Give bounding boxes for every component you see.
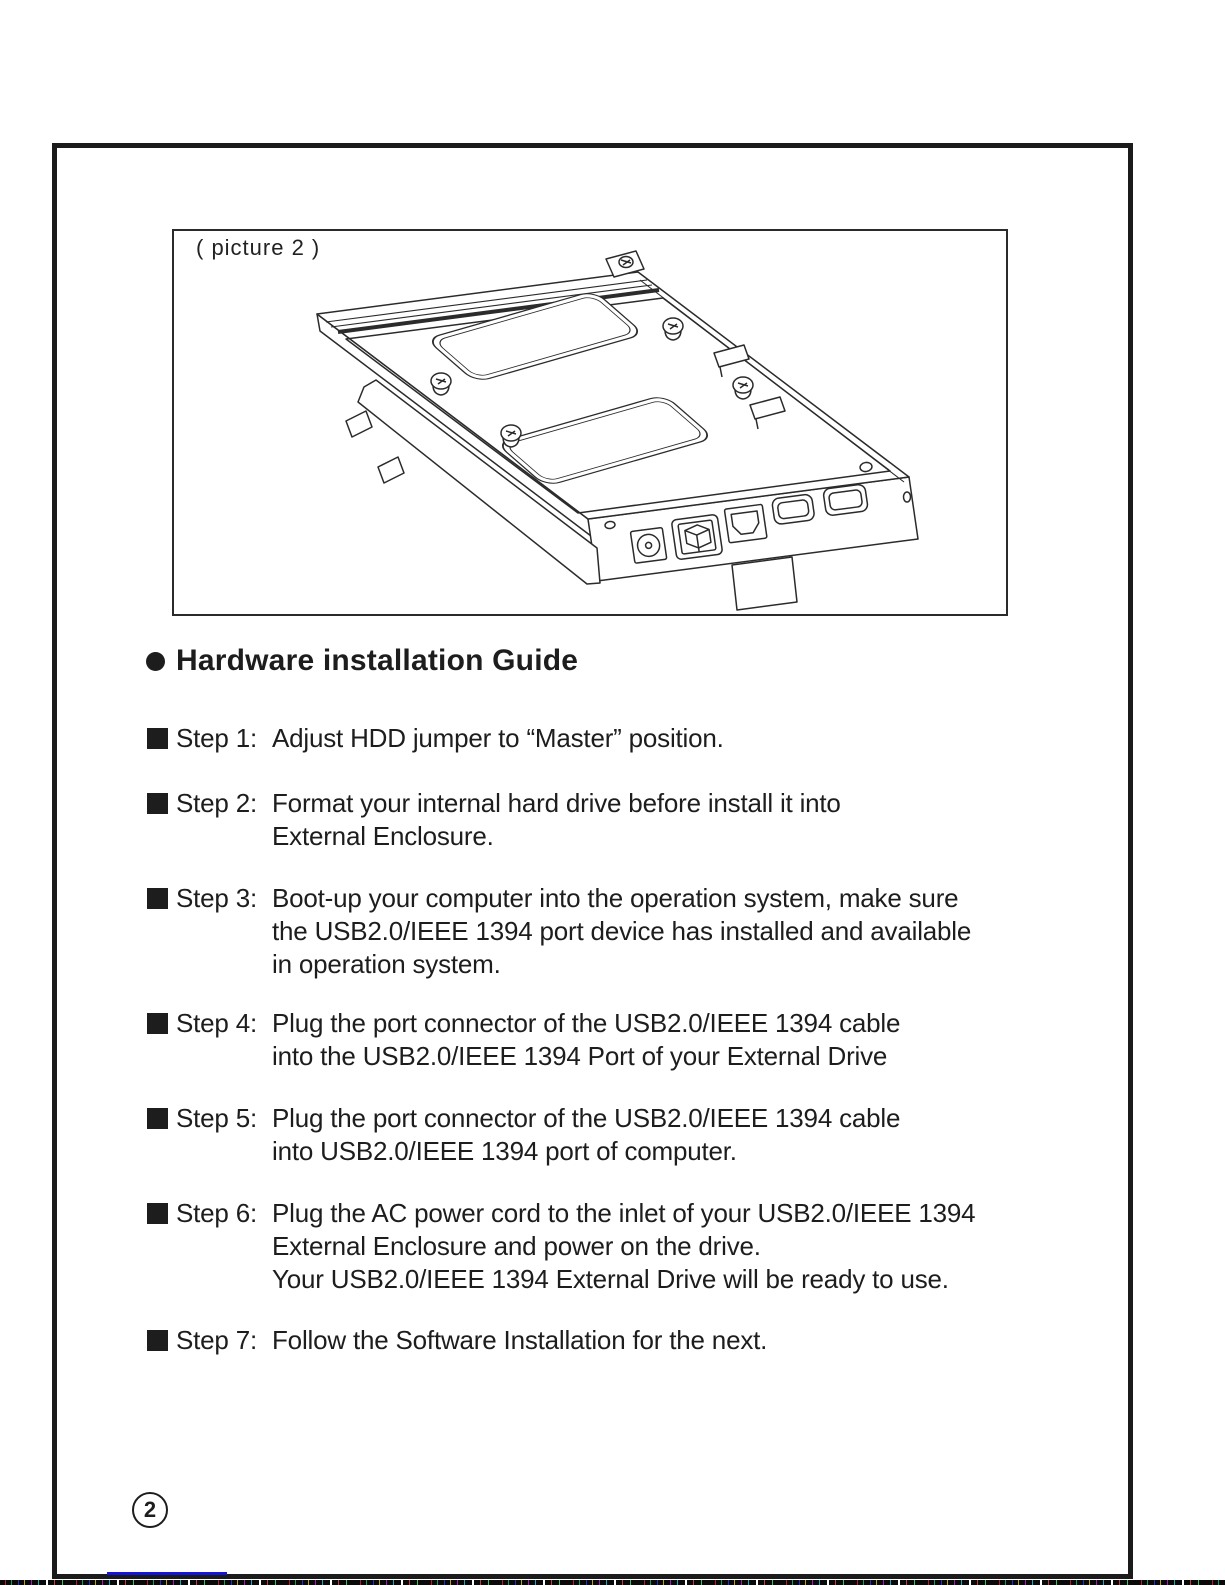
step-label: Step 5: — [176, 1103, 257, 1133]
figure-box — [172, 229, 1008, 616]
step-line: External Enclosure and power on the drive. — [272, 1231, 761, 1261]
step-label: Step 4: — [176, 1008, 257, 1038]
step-item-2 — [147, 787, 1077, 853]
rail-step — [346, 411, 372, 437]
rail-step — [378, 457, 404, 483]
step-line: into the USB2.0/IEEE 1394 Port of your External Drive — [272, 1041, 888, 1071]
screw-icon — [501, 425, 521, 447]
page-number-badge — [132, 1492, 168, 1528]
round-bullet-icon — [146, 652, 165, 671]
step-item-7 — [147, 1324, 1077, 1357]
step-label: Step 2: — [176, 788, 257, 818]
scan-artifact-blue-line — [107, 1572, 227, 1575]
step-line: Step 1: Adjust HDD jumper to “Master” position. — [176, 723, 724, 753]
step-item-4 — [147, 1007, 1077, 1073]
step-label: Step 6: — [176, 1198, 257, 1228]
usb-b-port — [724, 504, 767, 543]
enclosure-line-drawing — [174, 231, 1006, 614]
square-bullet-icon — [147, 728, 168, 749]
step-item-6 — [147, 1197, 1077, 1296]
figure-caption: ( picture 2 ) — [196, 235, 321, 260]
step-line: in operation system. — [272, 949, 501, 979]
screw-icon — [733, 377, 753, 399]
step-line: Your USB2.0/IEEE 1394 External Drive will be ready to use. — [272, 1264, 949, 1294]
scan-artifact-noise-strip — [0, 1580, 1225, 1585]
page-number: 2 — [143, 1497, 157, 1522]
step-item-1 — [147, 722, 1077, 755]
square-bullet-icon — [147, 1013, 168, 1034]
step-line: Step 7: Follow the Software Installation for the next. — [176, 1325, 768, 1355]
step-line: the USB2.0/IEEE 1394 port device has installed and available — [272, 916, 972, 946]
screw-icon — [431, 373, 451, 395]
step-line: Step 5: Plug the port connector of the USB2.0/IEEE 1394 cable — [176, 1103, 901, 1133]
screw-icon — [663, 318, 683, 340]
step-item-5 — [147, 1102, 1077, 1168]
section-heading — [146, 644, 578, 678]
step-line: Step 2: Format your internal hard drive before install it into — [176, 788, 841, 818]
step-label: Step 1: — [176, 723, 257, 753]
square-bullet-icon — [147, 793, 168, 814]
square-bullet-icon — [147, 1330, 168, 1351]
square-bullet-icon — [147, 1108, 168, 1129]
step-item-3 — [147, 882, 1077, 981]
step-line: Step 4: Plug the port connector of the USB2.0/IEEE 1394 cable — [176, 1008, 901, 1038]
step-line: into USB2.0/IEEE 1394 port of computer. — [272, 1136, 737, 1166]
bottom-foot-tab — [732, 557, 797, 610]
step-line: External Enclosure. — [272, 821, 494, 851]
step-label: Step 3: — [176, 883, 257, 913]
step-label: Step 7: — [176, 1325, 257, 1355]
square-bullet-icon — [147, 1203, 168, 1224]
step-line: Step 3: Boot-up your computer into the operation system, make sure — [176, 883, 959, 913]
square-bullet-icon — [147, 888, 168, 909]
step-line: Step 6: Plug the AC power cord to the inlet of your USB2.0/IEEE 1394 — [176, 1198, 976, 1228]
section-heading-text: Hardware installation Guide — [176, 644, 579, 677]
dc-power-jack — [630, 527, 666, 563]
